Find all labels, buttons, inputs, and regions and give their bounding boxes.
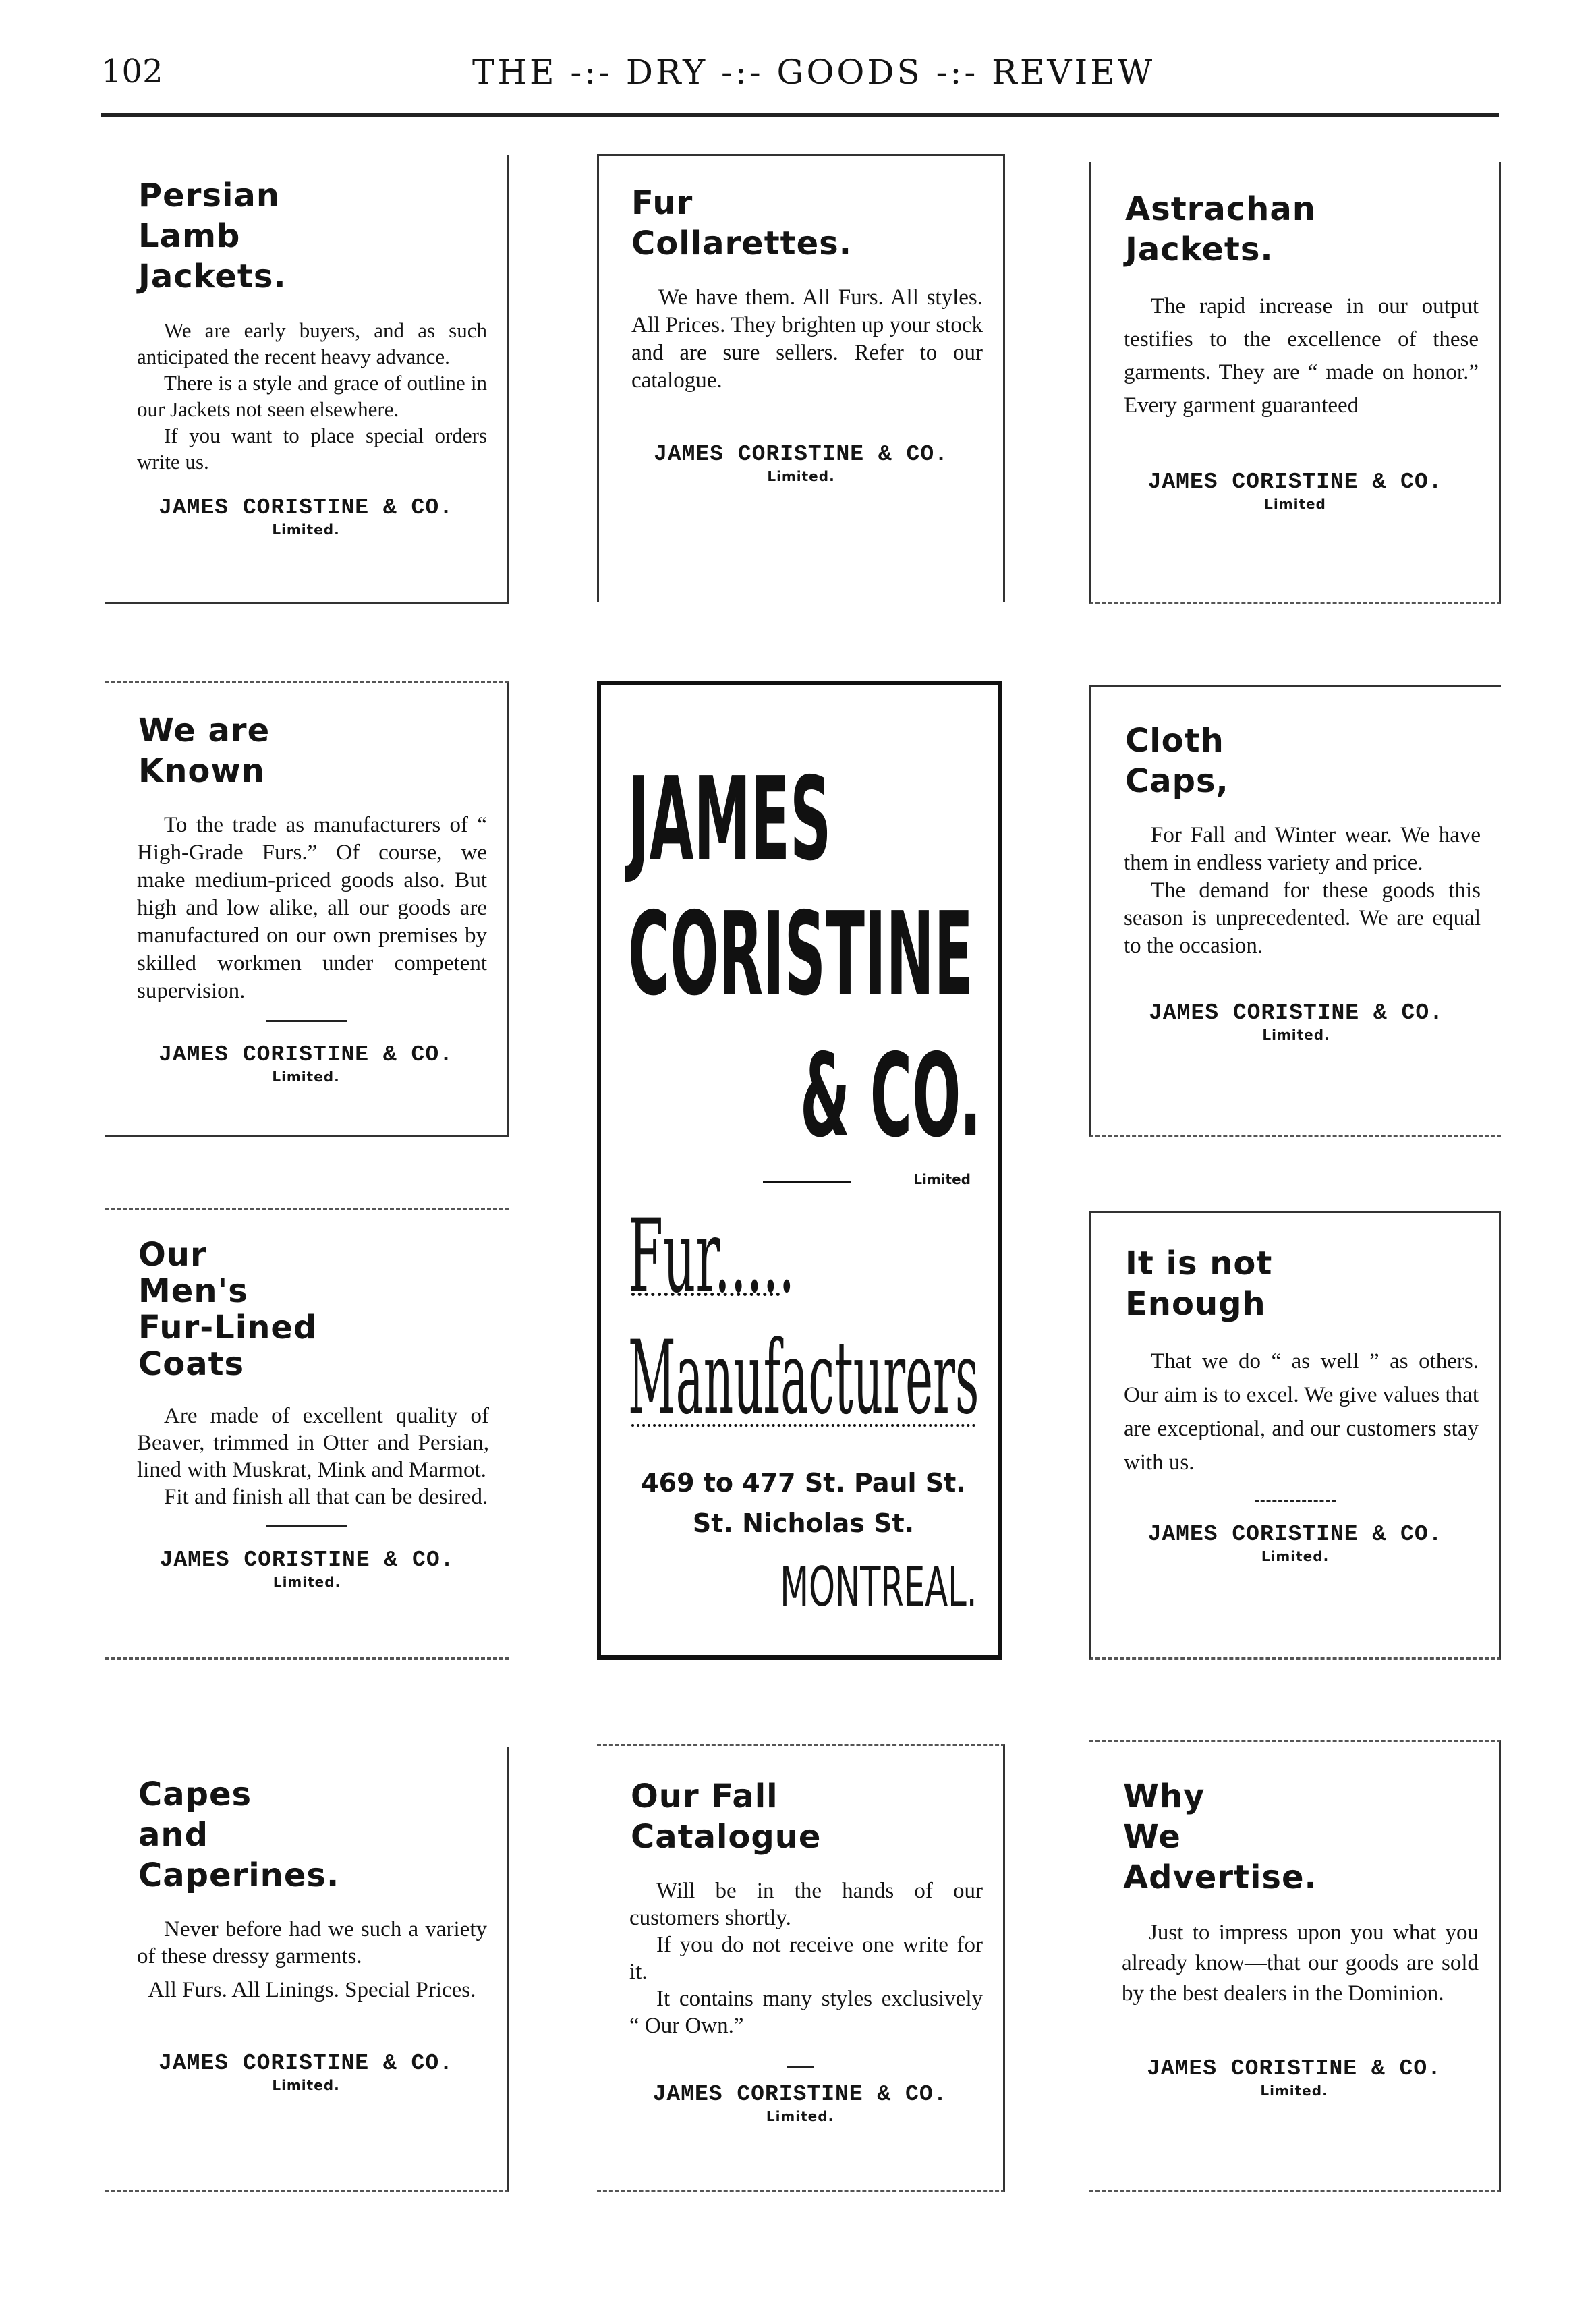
ad-signature: JAMES CORISTINE & CO. — [652, 2082, 948, 2107]
ad-paragraph: We are early buyers, and as such anticipated the recent heavy advance. — [137, 318, 487, 368]
ad-title: Our Men's Fur-Lined Coats — [138, 1236, 318, 1383]
ad-paragraph: The demand for these goods this season is unprecedented. We are equal to the occasion. — [1124, 878, 1481, 958]
ad-signature: JAMES CORISTINE & CO. — [159, 495, 453, 520]
address-line-2: St. Nicholas St. — [692, 1508, 915, 1538]
firm-name-line1: JAMES — [628, 753, 832, 886]
ad-we-are-known — [105, 681, 509, 1137]
ad-title: We are Known — [138, 712, 270, 790]
ad-paragraph: Will be in the hands of our customers shortly. — [629, 1879, 983, 1930]
ad-paragraph: If you do not receive one write for it. — [629, 1933, 983, 1984]
ad-body — [137, 1402, 489, 1510]
ad-rule — [787, 2066, 814, 2068]
ad-our-fall-catalogue — [597, 1744, 1005, 2192]
ad-rule — [266, 1525, 347, 1527]
ad-why-we-advertise — [1089, 1740, 1501, 2192]
ad-signature: JAMES CORISTINE & CO. — [1147, 2056, 1442, 2081]
ad-fur-collarettes — [597, 154, 1005, 602]
ad-title: Our Fall Catalogue — [631, 1778, 822, 1856]
ad-paragraph: It contains many styles exclusively “ Our Own.” — [629, 1987, 983, 2038]
ad-limited: Limited. — [1262, 1027, 1330, 1043]
ad-limited: Limited. — [272, 2077, 340, 2093]
ad-capes-and-caperines — [105, 1747, 509, 2192]
ad-title: It is not Enough — [1125, 1245, 1273, 1323]
ad-limited: Limited — [1264, 496, 1326, 512]
page-number: 102 — [101, 53, 163, 90]
ad-body — [629, 1877, 983, 2039]
ad-signature: JAMES CORISTINE & CO. — [159, 2051, 453, 2076]
ad-signature: JAMES CORISTINE & CO. — [1147, 1522, 1443, 1547]
ad-paragraph: We have them. All Furs. All styles. All Prices. They brighten up your stock and are sure sellers. Refer to our catalogue. — [631, 285, 983, 393]
ad-title: Cloth Caps, — [1125, 722, 1229, 800]
ad-signature: JAMES CORISTINE & CO. — [1147, 470, 1443, 494]
ad-title: Astrachan Jackets. — [1125, 190, 1316, 268]
ad-signature: JAMES CORISTINE & CO. — [1149, 1000, 1444, 1025]
ad-mens-fur-lined-coats — [105, 1208, 509, 1660]
ad-signature: JAMES CORISTINE & CO. — [159, 1548, 455, 1572]
center-advertisement — [597, 681, 1002, 1660]
manufacturers-heading: Manufacturers — [628, 1320, 979, 1437]
ad-body — [1122, 1918, 1479, 2009]
page-header — [101, 53, 1498, 100]
limited-rule — [763, 1181, 851, 1183]
firm-name-line3: & CO. — [800, 1029, 981, 1163]
ad-limited: Limited. — [273, 1574, 341, 1590]
ad-paragraph: Fit and finish all that can be desired. — [164, 1485, 488, 1509]
manufacturers-underline — [631, 1424, 975, 1427]
ad-it-is-not-enough — [1089, 1211, 1501, 1660]
ad-title: Capes and Caperines. — [138, 1776, 340, 1894]
ad-rule — [266, 1020, 347, 1022]
fur-heading: Fur..... — [628, 1198, 795, 1315]
ad-paragraph: That we do “ as well ” as others. Our aim is to excel. We give values that are exceptional, and our customers stay with us. — [1124, 1349, 1479, 1475]
ad-body — [137, 1916, 487, 2004]
ad-body — [1124, 822, 1481, 960]
ad-cloth-caps — [1089, 685, 1501, 1137]
ad-paragraph: There is a style and grace of outline in our Jackets not seen elsewhere. — [137, 371, 487, 421]
ad-limited: Limited. — [1260, 2082, 1328, 2099]
ad-paragraph: The rapid increase in our output testifies to the excellence of these garments. They are “ made on honor.” Every garment guaranteed — [1124, 294, 1479, 418]
fur-underline — [631, 1293, 780, 1296]
ad-title: Fur Collarettes. — [631, 184, 852, 262]
ad-body — [137, 317, 487, 475]
header-rule — [101, 113, 1499, 117]
ad-body — [631, 284, 983, 395]
ad-paragraph: Just to impress upon you what you already know—that our goods are sold by the best dealers in the Dominion. — [1122, 1921, 1479, 2006]
ad-limited: Limited. — [767, 468, 835, 484]
ad-body — [1124, 290, 1479, 422]
firm-limited: Limited — [913, 1171, 971, 1187]
ad-limited: Limited. — [272, 521, 340, 538]
ad-paragraph: To the trade as manufacturers of “ High-Grade Furs.” Of course, we make medium-priced goods also. But high and low alike, all our goods are manufactured on our own premises by skilled workmen under competent supervision. — [137, 813, 487, 1003]
ad-paragraph: All Furs. All Linings. Special Prices. — [148, 1978, 476, 2002]
ad-persian-lamb-jackets — [105, 155, 509, 604]
address-line-1: 469 to 477 St. Paul St. — [641, 1468, 966, 1498]
ad-astrachan-jackets — [1089, 162, 1501, 604]
city-name: MONTREAL. — [780, 1556, 977, 1618]
ad-limited: Limited. — [766, 2108, 834, 2124]
ad-title: Why We Advertise. — [1123, 1778, 1317, 1896]
ad-body — [1124, 1344, 1479, 1479]
ad-limited: Limited. — [1261, 1548, 1330, 1564]
firm-name-line2: CORISTINE — [628, 888, 973, 1021]
running-title: THE -:- DRY -:- GOODS -:- REVIEW — [472, 53, 1156, 92]
ad-rule — [1255, 1500, 1336, 1502]
ad-paragraph: Never before had we such a variety of these dressy garments. — [137, 1917, 487, 1968]
ad-signature: JAMES CORISTINE & CO. — [654, 442, 948, 467]
ad-title: Persian Lamb Jackets. — [138, 177, 287, 295]
ad-limited: Limited. — [272, 1069, 340, 1085]
ad-signature: JAMES CORISTINE & CO. — [159, 1042, 453, 1067]
ad-paragraph: Are made of excellent quality of Beaver, trimmed in Otter and Persian, lined with Muskrat, Mink and Marmot. — [137, 1404, 489, 1482]
ad-paragraph: If you want to place special orders write us. — [137, 424, 487, 474]
ad-paragraph: For Fall and Winter wear. We have them in endless variety and price. — [1124, 823, 1481, 875]
ad-body — [137, 812, 487, 1005]
